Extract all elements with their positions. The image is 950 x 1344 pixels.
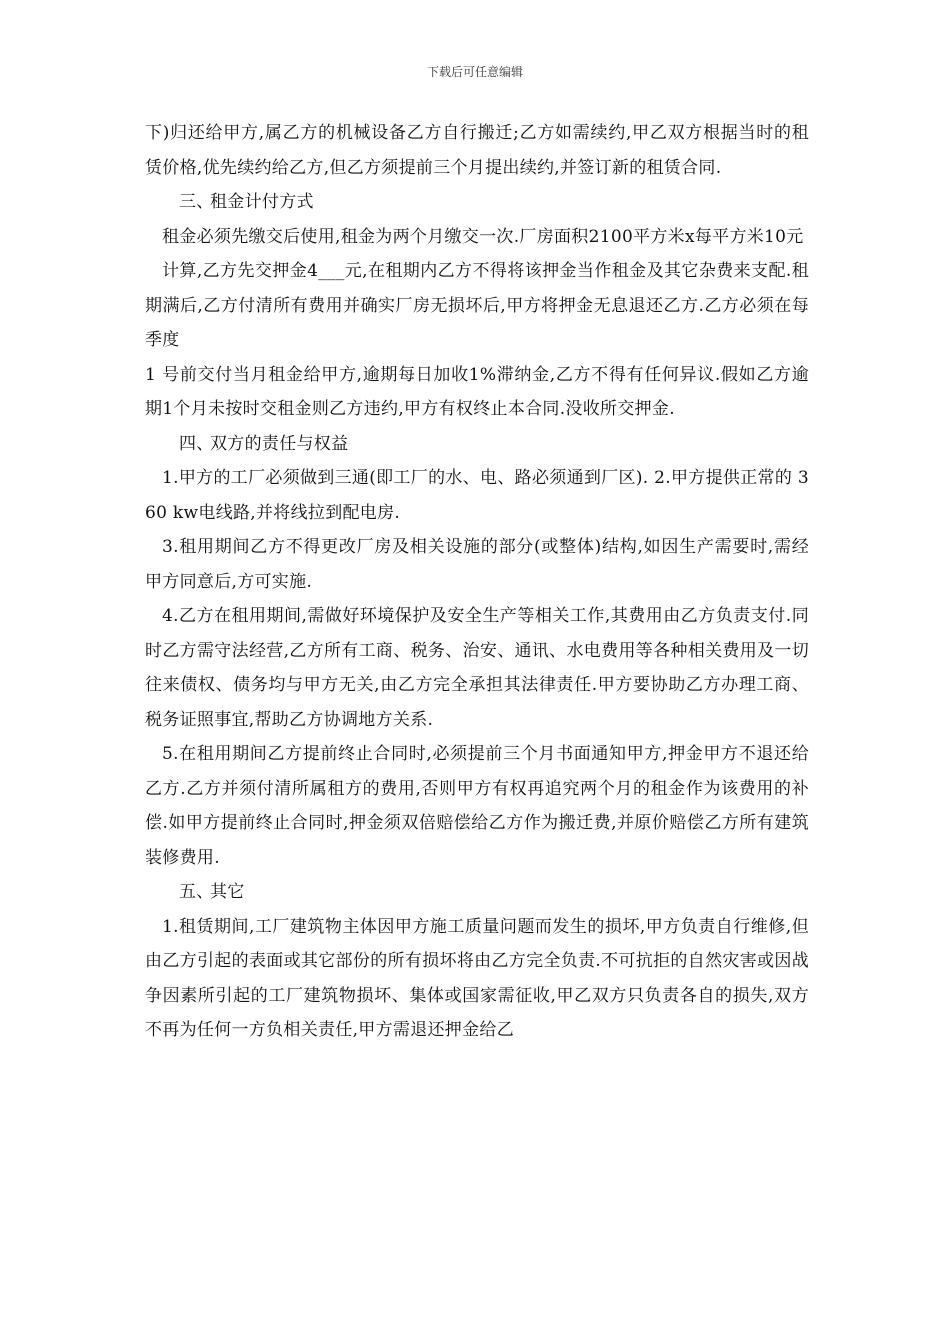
section-title: 其它 bbox=[210, 882, 245, 902]
paragraph-renewal: 下)归还给甲方,属乙方的机械设备乙方自行搬迁;乙方如需续约,甲乙双方根据当时的租赁价格,优先续约给乙方,但乙方须提前三个月提出续约,并签订新的租赁合同. bbox=[145, 123, 809, 178]
section-heading-other bbox=[145, 875, 809, 910]
paragraph-deposit: 计算,乙方先交押金4___元,在租期内乙方不得将该押金当作租金及其它杂费来支配.租期满后,乙方付清所有费用并确实厂房无损坏后,甲方将押金无息退还乙方.乙方必须在每季度 bbox=[145, 261, 809, 350]
paragraph-structure: 3.租用期间乙方不得更改厂房及相关设施的部分(或整体)结构,如因生产需要时,需经甲方同意后,方可实施. bbox=[145, 537, 809, 592]
paragraph-late-fee: 1 号前交付当月租金给甲方,逾期每日加收1%滞纳金,乙方不得有任何异议.假如乙方逾期1个月未按时交租金则乙方违约,甲方有权终止本合同.没收所交押金. bbox=[145, 364, 809, 419]
section-title: 双方的责任与权益 bbox=[210, 433, 349, 454]
paragraph-rent-prepay: 租金必须先缴交后使用,租金为两个月缴交一次.厂房面积2100平方米x每平方米10元 bbox=[162, 226, 804, 247]
paragraph-termination: 5.在租用期间乙方提前终止合同时,必须提前三个月书面通知甲方,押金甲方不退还给乙方.乙方并须付清所属租方的费用,否则甲方有权再追究两个月的租金作为该费用的补偿.如甲方提前终止合同时,押金须双倍赔偿给乙方作为搬迁费,并原价赔偿乙方所有建筑装修费用. bbox=[145, 744, 809, 868]
paragraph-compliance: 4.乙方在租用期间,需做好环境保护及安全生产等相关工作,其费用由乙方负责支付.同时乙方需守法经营,乙方所有工商、税务、治安、通讯、水电费用等各种相关费用及一切往来债权、债务均与甲方无关,由乙方完全承担其法律责任.甲方要协助乙方办理工商、税务证照事宜,帮助乙方协调地方关系. bbox=[145, 606, 809, 730]
document-body bbox=[145, 116, 809, 1048]
section-number: 五、 bbox=[179, 882, 214, 902]
page-header: 下载后可任意编辑 bbox=[426, 65, 523, 79]
section-number: 四、 bbox=[179, 433, 214, 454]
paragraph-utilities: 1.甲方的工厂必须做到三通(即工厂的水、电、路必须通到厂区). 2.甲方提供正常的 360 kw电线路,并将线拉到配电房. bbox=[145, 468, 809, 523]
section-title: 租金计付方式 bbox=[210, 192, 314, 212]
section-number: 三、 bbox=[179, 192, 214, 212]
section-heading-responsibilities bbox=[145, 427, 809, 462]
paragraph-damage: 1.租赁期间,工厂建筑物主体因甲方施工质量问题而发生的损坏,甲方负责自行维修,但由乙方引起的表面或其它部份的所有损坏将由乙方完全负责.不可抗拒的自然灾害或因战争因素所引起的工厂建筑物损坏、集体或国家需征收,甲乙双方只负责各自的损失,双方不再为任何一方负相关责任,甲方需退还押金给乙 bbox=[145, 916, 809, 1040]
section-heading-rent-payment bbox=[145, 185, 809, 220]
